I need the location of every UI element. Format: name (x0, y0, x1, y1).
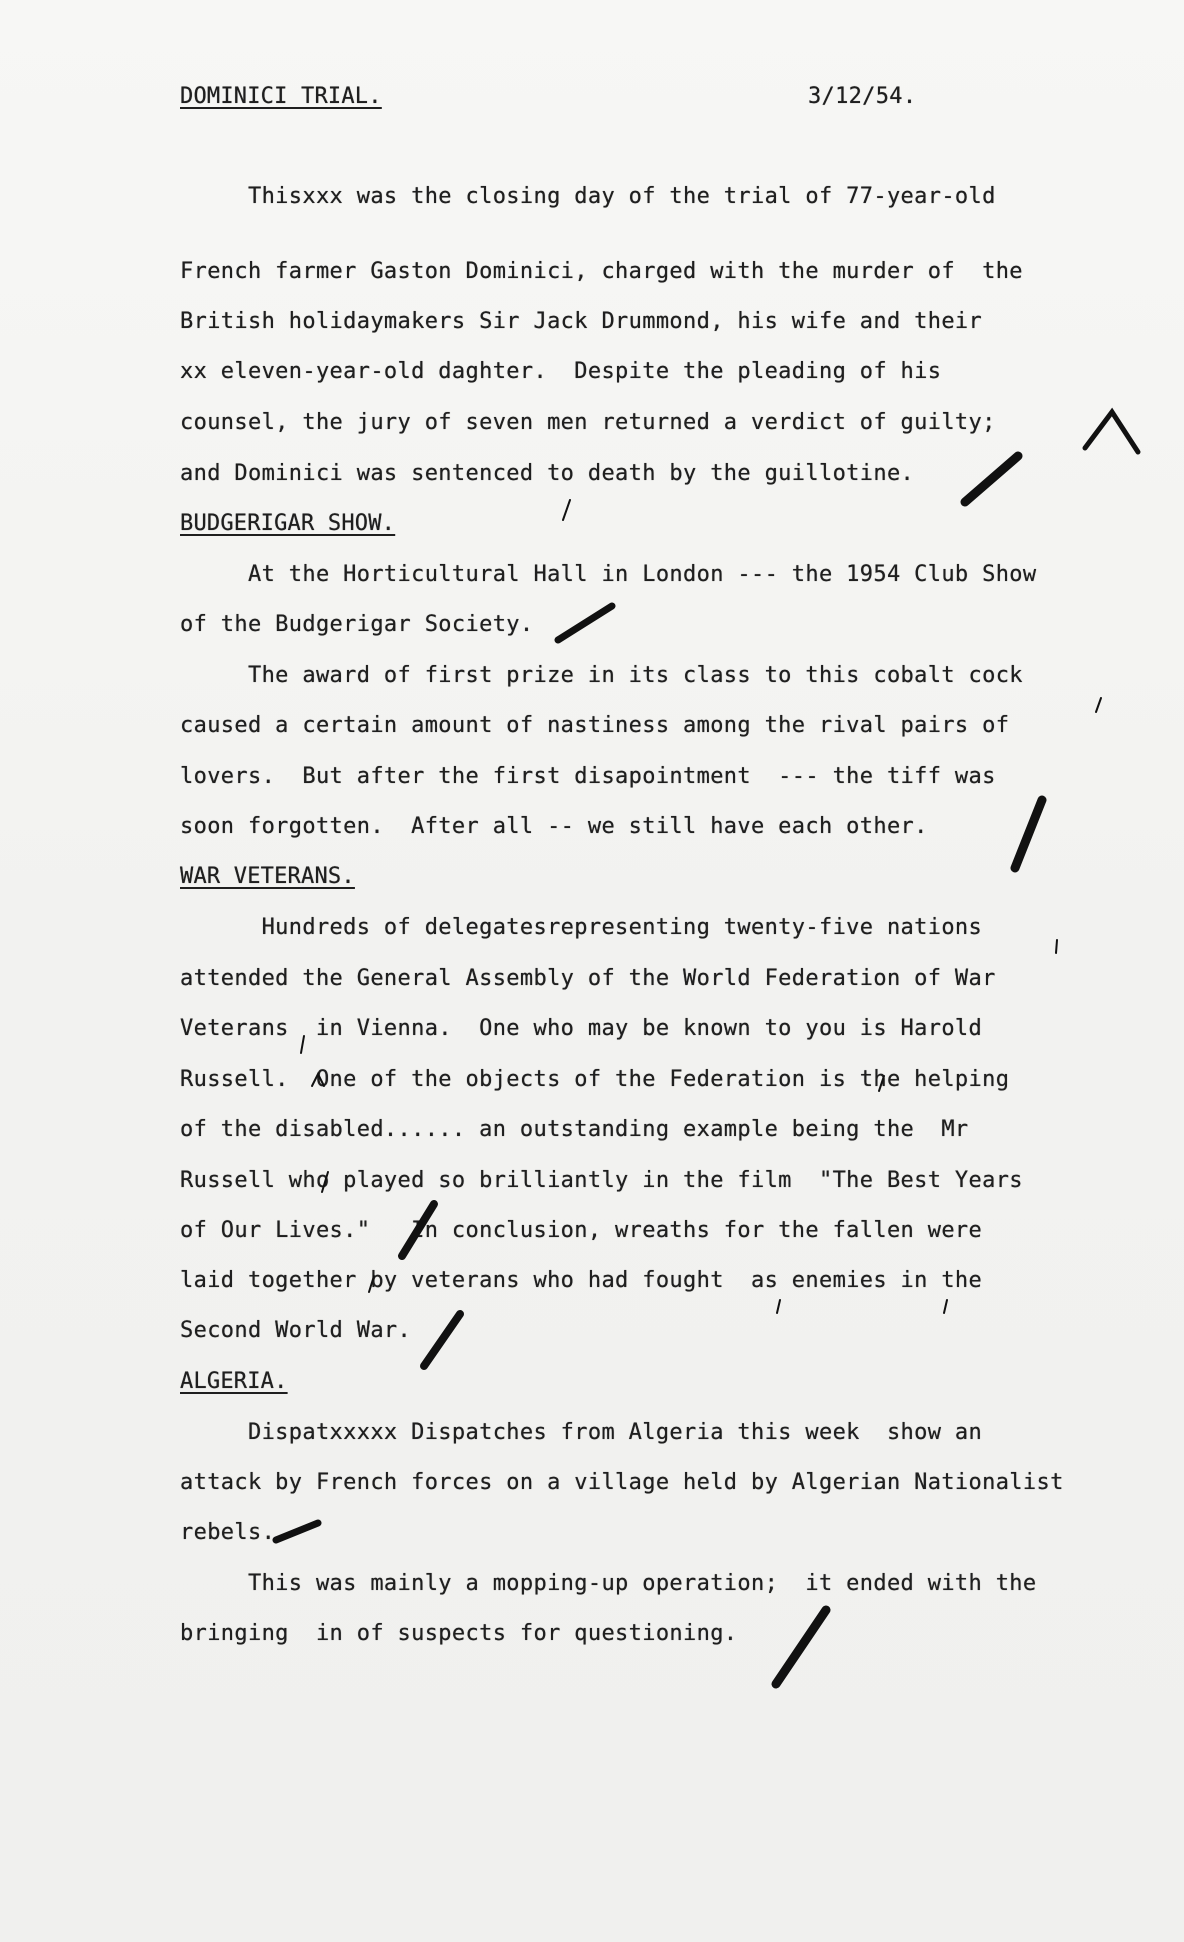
text-line: French farmer Gaston Dominici, charged with the murder of the (180, 259, 1023, 284)
slash-mark (424, 1314, 460, 1366)
text-line: This was mainly a mopping-up operation; it ended with the (180, 1571, 1037, 1596)
slash-mark (276, 1523, 318, 1540)
comma-mark (1056, 940, 1057, 953)
text-line: Second World War. (180, 1318, 412, 1343)
slash-mark (1015, 800, 1042, 868)
comma-mark (563, 500, 570, 520)
text-line: Dispatxxxxx Dispatches from Algeria this week show an (180, 1420, 983, 1445)
document-title: DOMINICI TRIAL. (180, 84, 382, 109)
text-line: The award of first prize in its class to this cobalt cock (180, 663, 1023, 688)
text-line: rebels. (180, 1520, 276, 1545)
text-line: and Dominici was sentenced to death by the guillotine. (180, 461, 915, 486)
text-line: of the Budgerigar Society. (180, 612, 534, 637)
slash-mark (558, 606, 612, 640)
text-line: bringing in of suspects for questioning. (180, 1621, 738, 1646)
slash-mark (965, 456, 1018, 502)
section-heading: BUDGERIGAR SHOW. (180, 511, 396, 536)
text-line: counsel, the jury of seven men returned a verdict of guilty; (180, 410, 996, 435)
document-date: 3/12/54. (808, 84, 917, 109)
text-line: Thisxxx was the closing day of the trial of 77-year-old (180, 184, 996, 209)
text-line: of the disabled...... an outstanding example being the Mr (180, 1117, 969, 1142)
text-line: British holidaymakers Sir Jack Drummond, his wife and their (180, 309, 983, 334)
text-line: attack by French forces on a village held by Algerian Nationalist (180, 1470, 1064, 1495)
text-line: Russell. One of the objects of the Federation is the helping (180, 1067, 1010, 1092)
text-line: Russell who played so brilliantly in the film "The Best Years (180, 1168, 1023, 1193)
text-line: soon forgotten. After all -- we still have each other. (180, 814, 928, 839)
caret-mark (1085, 412, 1138, 452)
text-line: Hundreds of delegatesrepresenting twenty-five nations (180, 915, 983, 940)
text-line: xx eleven-year-old daghter. Despite the pleading of his (180, 359, 942, 384)
text-line: Veterans in Vienna. One who may be known to you is Harold (180, 1016, 983, 1041)
text-line: of Our Lives." In conclusion, wreaths for the fallen were (180, 1218, 983, 1243)
text-line: lovers. But after the first disapointment --- the tiff was (180, 764, 996, 789)
comma-mark (944, 1300, 947, 1313)
text-line: attended the General Assembly of the World Federation of War (180, 966, 996, 991)
section-heading: WAR VETERANS. (180, 864, 355, 889)
text-line: caused a certain amount of nastiness among the rival pairs of (180, 713, 1010, 738)
comma-mark (777, 1300, 780, 1313)
comma-mark (1096, 698, 1101, 712)
text-line: At the Horticultural Hall in London --- the 1954 Club Show (180, 562, 1037, 587)
slash-mark (776, 1610, 826, 1684)
section-heading: ALGERIA. (180, 1369, 288, 1394)
text-line: laid together by veterans who had fought as enemies in the (180, 1268, 983, 1293)
